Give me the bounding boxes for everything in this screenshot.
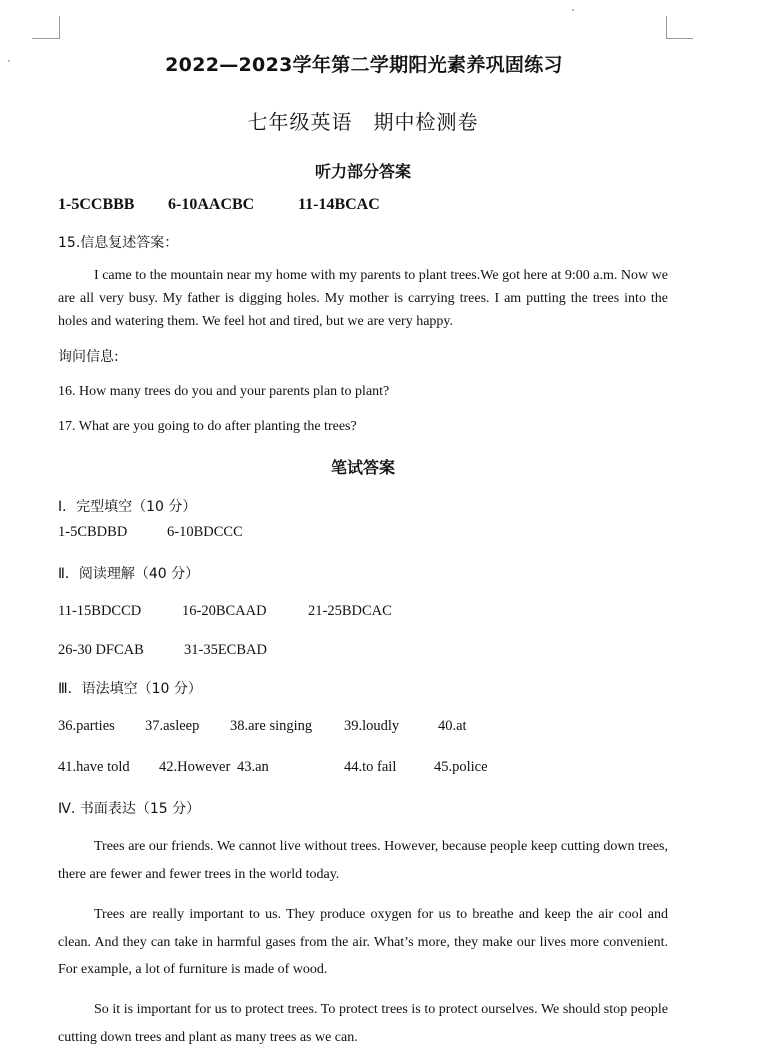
q15-label: 15.信息复述答案： — [58, 235, 179, 251]
part2-answer: 21-25BDCAC — [308, 603, 392, 619]
part1-answer: 6-10BDCCC — [167, 524, 243, 540]
ask-label: 询问信息: — [58, 349, 119, 365]
part3-label: Ⅲ．语法填空（10 分） — [58, 681, 202, 697]
listening-answer: 6-10AACBC — [168, 196, 255, 213]
part3-answer: 41.have told — [58, 759, 130, 775]
part3-answer: 45.police — [434, 759, 488, 775]
listening-answer: 11-14BCAC — [298, 196, 380, 213]
crop-mark-top-left — [32, 16, 60, 39]
part2-answer: 31-35ECBAD — [184, 642, 267, 658]
part1-answer: 1-5CBDBD — [58, 524, 128, 540]
part1-label: Ⅰ．完型填空（10 分） — [58, 499, 197, 515]
essay-paragraph-2: Trees are really important to us. They produce oxygen for us to breathe and keep the air cool and clean. And they can take in harmful gases from the air. What’s more, they make our lives more convenient. For example, a lot of furniture is made of wood. — [58, 907, 668, 977]
part3-answer: 42.However — [159, 759, 231, 775]
part3-answer: 36.parties — [58, 718, 115, 734]
part3-answer: 39.loudly — [344, 718, 400, 734]
listening-heading: 听力部分答案 — [314, 162, 411, 181]
crop-mark-top-right — [666, 16, 693, 39]
essay-paragraph-1: Trees are our friends. We cannot live without trees. However, because people keep cutting down trees, there are fewer and fewer trees in the world today. — [58, 839, 668, 882]
document-subtitle: 七年级英语 期中检测卷 — [247, 110, 479, 134]
part2-answer: 11-15BDCCD — [58, 603, 142, 619]
part3-answer: 44.to fail — [344, 759, 397, 775]
part3-answer: 43.an — [237, 759, 269, 775]
question-16: 16. How many trees do you and your parents plan to plant? — [58, 384, 390, 399]
part2-answer: 16-20BCAAD — [182, 603, 267, 619]
part2-label: Ⅱ．阅读理解（40 分） — [58, 566, 200, 582]
part3-answer: 40.at — [438, 718, 467, 734]
part2-answer: 26-30 DFCAB — [58, 642, 144, 658]
part3-answer: 38.are singing — [230, 718, 313, 734]
q15-text: I came to the mountain near my home with my parents to plant trees.We got here at 9:00 a.m. Now we are all very busy. My father is digging holes. My mother is carrying trees. I am putting the trees into the holes and watering them. We feel hot and tired, but we are very happy. — [58, 268, 668, 329]
written-heading: 笔试答案 — [330, 458, 395, 477]
part3-answer: 37.asleep — [145, 718, 200, 734]
essay-paragraph-3: So it is important for us to protect trees. To protect trees is to protect ourselves. We should stop people cutting down trees and plant as many trees as we can. — [58, 1002, 668, 1045]
margin-marker — [572, 9, 574, 11]
listening-answer: 1-5CCBBB — [58, 196, 135, 213]
question-17: 17. What are you going to do after planting the trees? — [58, 419, 357, 434]
part4-label: Ⅳ. 书面表达（15 分） — [58, 801, 201, 817]
document-title: 2022—2023学年第二学期阳光素养巩固练习 — [165, 54, 563, 76]
